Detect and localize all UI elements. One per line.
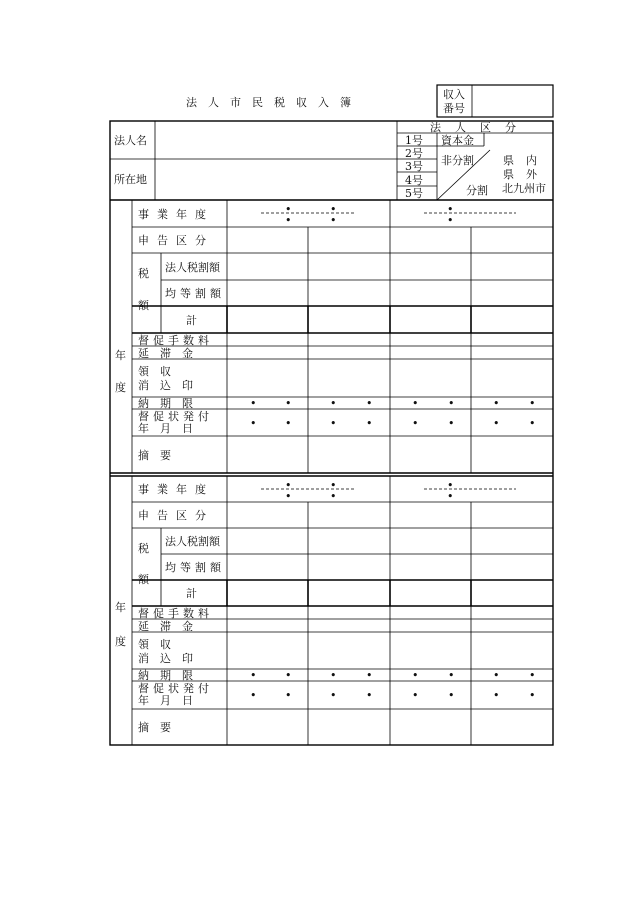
b2-filing-type-cell-3[interactable] bbox=[392, 504, 469, 526]
b2-remarks-cell-3[interactable] bbox=[392, 711, 469, 743]
b1-corp-tax-label: 法人税割額 bbox=[165, 261, 220, 274]
b2-remarks-cell-1[interactable] bbox=[229, 711, 306, 743]
b1-deadline-dot-b-1: • bbox=[366, 397, 373, 410]
b2-fiscal-year-label: 事業年度 bbox=[138, 483, 214, 496]
form-title: 法人市民税収入簿 bbox=[186, 96, 362, 109]
b2-side-degree-label: 度 bbox=[115, 635, 126, 648]
b1-reminder-dot-b-0: • bbox=[285, 417, 292, 430]
b1-reminder-fee-cell-2[interactable] bbox=[310, 335, 388, 344]
b1-remarks-cell-2[interactable] bbox=[310, 438, 388, 471]
b2-fy-dot-bottom-2: • bbox=[447, 490, 454, 503]
b1-deadline-dot-a-0: • bbox=[250, 397, 257, 410]
b2-deadline-dot-a-0: • bbox=[250, 669, 257, 682]
b1-remarks-cell-1[interactable] bbox=[229, 438, 306, 471]
b2-total-cell-4[interactable] bbox=[473, 582, 551, 604]
b2-reminder-date-label-2: 年月日 bbox=[138, 694, 204, 707]
b2-deadline-dot-a-1: • bbox=[330, 669, 337, 682]
b1-receipt-label-2: 消込印 bbox=[138, 379, 204, 392]
address-field[interactable] bbox=[156, 160, 396, 199]
b1-fy-dot-top-2: • bbox=[447, 203, 454, 216]
b1-deadline-dot-b-0: • bbox=[285, 397, 292, 410]
b1-reminder-fee-cell-4[interactable] bbox=[473, 335, 551, 344]
b2-fy-dot-top-1: • bbox=[330, 479, 337, 492]
receipt-number-label-1: 収入 bbox=[443, 88, 465, 101]
b1-fy-dot-top-1: • bbox=[330, 203, 337, 216]
b1-receipt-stamp-cell-4[interactable] bbox=[473, 361, 551, 395]
b2-deadline-dot-b-0: • bbox=[285, 669, 292, 682]
b2-per-capita-cell-1[interactable] bbox=[229, 556, 306, 578]
b1-receipt-label-1: 領収 bbox=[138, 365, 182, 378]
b2-reminder-dot-b-2: • bbox=[448, 689, 455, 702]
b1-deadline-dot-a-1: • bbox=[330, 397, 337, 410]
b2-deadline-label: 納期限 bbox=[138, 669, 204, 682]
class-num-3: 3号 bbox=[405, 160, 423, 173]
b2-corp-tax-cell-4[interactable] bbox=[473, 530, 551, 552]
b2-reminder-dot-a-1: • bbox=[330, 689, 337, 702]
b2-receipt-label-1: 領収 bbox=[138, 638, 182, 651]
b1-reminder-dot-b-3: • bbox=[529, 417, 536, 430]
b1-remarks-label: 摘要 bbox=[138, 449, 182, 462]
b1-fy-dot-bottom-2: • bbox=[447, 214, 454, 227]
b2-remarks-label: 摘要 bbox=[138, 721, 182, 734]
b2-deadline-dot-a-2: • bbox=[412, 669, 419, 682]
b2-filing-type-cell-1[interactable] bbox=[229, 504, 306, 526]
b2-per-capita-cell-2[interactable] bbox=[310, 556, 388, 578]
b2-deadline-dot-b-2: • bbox=[448, 669, 455, 682]
b1-reminder-date-label-1: 督促状発付 bbox=[138, 410, 213, 423]
b2-deadline-dot-a-3: • bbox=[493, 669, 500, 682]
b2-filing-type-cell-4[interactable] bbox=[473, 504, 551, 526]
b2-reminder-fee-cell-1[interactable] bbox=[229, 608, 306, 617]
b1-reminder-fee-cell-3[interactable] bbox=[392, 335, 469, 344]
b2-receipt-stamp-cell-4[interactable] bbox=[473, 634, 551, 667]
b2-receipt-label-2: 消込印 bbox=[138, 652, 204, 665]
b2-total-label: 計 bbox=[186, 587, 197, 600]
b1-reminder-dot-a-1: • bbox=[330, 417, 337, 430]
b2-receipt-stamp-cell-1[interactable] bbox=[229, 634, 306, 667]
b1-deadline-dot-a-2: • bbox=[412, 397, 419, 410]
out-prefecture-label: 県外 bbox=[503, 168, 549, 181]
b1-late-charge-cell-1[interactable] bbox=[229, 348, 306, 357]
b1-deadline-label: 納期限 bbox=[138, 397, 204, 410]
b1-reminder-date-label-2: 年月日 bbox=[138, 422, 204, 435]
receipt-number-field[interactable] bbox=[473, 86, 552, 116]
b1-late-charge-cell-3[interactable] bbox=[392, 348, 469, 357]
b2-fy-dot-bottom-0: • bbox=[285, 490, 292, 503]
b1-filing-type-cell-3[interactable] bbox=[392, 229, 469, 251]
b1-corp-tax-cell-4[interactable] bbox=[473, 255, 551, 278]
b2-reminder-dot-a-3: • bbox=[493, 689, 500, 702]
b1-late-charge-label: 延滞金 bbox=[138, 347, 204, 360]
b2-corp-tax-cell-1[interactable] bbox=[229, 530, 306, 552]
b1-total-cell-4[interactable] bbox=[473, 308, 551, 331]
b2-filing-type-label: 申告区分 bbox=[138, 509, 214, 522]
b1-late-charge-cell-2[interactable] bbox=[310, 348, 388, 357]
b2-corp-tax-label: 法人税割額 bbox=[165, 535, 220, 548]
class-num-4: 4号 bbox=[405, 174, 423, 187]
b1-fy-dot-bottom-1: • bbox=[330, 214, 337, 227]
b1-corp-tax-cell-1[interactable] bbox=[229, 255, 306, 278]
b2-per-capita-cell-4[interactable] bbox=[473, 556, 551, 578]
receipt-number-label-2: 番号 bbox=[443, 102, 465, 115]
b2-reminder-fee-label: 督促手数料 bbox=[138, 607, 213, 620]
b2-reminder-dot-a-0: • bbox=[250, 689, 257, 702]
b1-fy-dot-top-0: • bbox=[285, 203, 292, 216]
b2-total-cell-3[interactable] bbox=[392, 582, 469, 604]
b1-deadline-dot-a-3: • bbox=[493, 397, 500, 410]
capital-label: 資本金 bbox=[441, 134, 474, 147]
b1-total-label: 計 bbox=[186, 314, 197, 327]
b2-receipt-stamp-cell-3[interactable] bbox=[392, 634, 469, 667]
b1-total-cell-3[interactable] bbox=[392, 308, 469, 331]
b2-filing-type-cell-2[interactable] bbox=[310, 504, 388, 526]
b1-filing-type-cell-4[interactable] bbox=[473, 229, 551, 251]
b2-fy-dot-bottom-1: • bbox=[330, 490, 337, 503]
b2-total-cell-2[interactable] bbox=[310, 582, 388, 604]
b1-corp-tax-cell-3[interactable] bbox=[392, 255, 469, 278]
corp-name-label: 法人名 bbox=[114, 134, 147, 147]
classification-heading: 法人区分 bbox=[430, 121, 530, 134]
b1-filing-type-cell-2[interactable] bbox=[310, 229, 388, 251]
b1-per-capita-label: 均等割額 bbox=[165, 287, 225, 300]
b1-receipt-stamp-cell-3[interactable] bbox=[392, 361, 469, 395]
b1-filing-type-label: 申告区分 bbox=[138, 234, 214, 247]
b2-reminder-fee-cell-4[interactable] bbox=[473, 608, 551, 617]
b1-tax-label-1: 税 bbox=[138, 267, 149, 280]
b1-reminder-dot-a-0: • bbox=[250, 417, 257, 430]
b1-deadline-dot-b-3: • bbox=[529, 397, 536, 410]
b2-per-capita-cell-3[interactable] bbox=[392, 556, 469, 578]
b2-late-charge-cell-4[interactable] bbox=[473, 621, 551, 630]
b1-corp-tax-cell-2[interactable] bbox=[310, 255, 388, 278]
b1-total-cell-1[interactable] bbox=[229, 308, 306, 331]
b1-remarks-cell-4[interactable] bbox=[473, 438, 551, 471]
b2-tax-label-2: 額 bbox=[138, 573, 149, 586]
class-num-5: 5号 bbox=[405, 187, 423, 200]
in-prefecture-label: 県内 bbox=[503, 154, 549, 167]
b2-deadline-dot-b-1: • bbox=[366, 669, 373, 682]
b1-receipt-stamp-cell-2[interactable] bbox=[310, 361, 388, 395]
b2-reminder-fee-cell-2[interactable] bbox=[310, 608, 388, 617]
b2-reminder-dot-b-0: • bbox=[285, 689, 292, 702]
b1-reminder-fee-label: 督促手数料 bbox=[138, 334, 213, 347]
b2-late-charge-label: 延滞金 bbox=[138, 620, 204, 633]
b2-fy-dot-top-0: • bbox=[285, 479, 292, 492]
b1-side-year-label: 年 bbox=[115, 349, 126, 362]
class-num-2: 2号 bbox=[405, 147, 423, 160]
b1-reminder-dot-b-2: • bbox=[448, 417, 455, 430]
b2-late-charge-cell-3[interactable] bbox=[392, 621, 469, 630]
b2-late-charge-cell-1[interactable] bbox=[229, 621, 306, 630]
b2-remarks-cell-4[interactable] bbox=[473, 711, 551, 743]
class-num-1: 1号 bbox=[405, 134, 423, 147]
b1-tax-label-2: 額 bbox=[138, 299, 149, 312]
b2-per-capita-label: 均等割額 bbox=[165, 561, 225, 574]
b2-deadline-dot-b-3: • bbox=[529, 669, 536, 682]
b1-side-degree-label: 度 bbox=[115, 381, 126, 394]
b2-corp-tax-cell-3[interactable] bbox=[392, 530, 469, 552]
b1-per-capita-cell-2[interactable] bbox=[310, 282, 388, 304]
b1-per-capita-cell-4[interactable] bbox=[473, 282, 551, 304]
b1-reminder-dot-a-2: • bbox=[412, 417, 419, 430]
city-label: 北九州市 bbox=[502, 182, 546, 195]
b2-reminder-fee-cell-3[interactable] bbox=[392, 608, 469, 617]
b1-reminder-dot-a-3: • bbox=[493, 417, 500, 430]
non-split-label: 非分割 bbox=[441, 154, 474, 167]
b2-reminder-date-label-1: 督促状発付 bbox=[138, 682, 213, 695]
b1-receipt-stamp-cell-1[interactable] bbox=[229, 361, 306, 395]
b2-late-charge-cell-2[interactable] bbox=[310, 621, 388, 630]
b1-fy-dot-bottom-0: • bbox=[285, 214, 292, 227]
b2-fy-dot-top-2: • bbox=[447, 479, 454, 492]
b2-reminder-dot-b-3: • bbox=[529, 689, 536, 702]
split-label: 分割 bbox=[466, 184, 488, 197]
b1-deadline-dot-b-2: • bbox=[448, 397, 455, 410]
b2-corp-tax-cell-2[interactable] bbox=[310, 530, 388, 552]
b1-filing-type-cell-1[interactable] bbox=[229, 229, 306, 251]
b2-tax-label-1: 税 bbox=[138, 542, 149, 555]
b2-reminder-dot-b-1: • bbox=[366, 689, 373, 702]
b2-reminder-dot-a-2: • bbox=[412, 689, 419, 702]
b1-reminder-fee-cell-1[interactable] bbox=[229, 335, 306, 344]
b2-receipt-stamp-cell-2[interactable] bbox=[310, 634, 388, 667]
b2-total-cell-1[interactable] bbox=[229, 582, 306, 604]
b1-per-capita-cell-3[interactable] bbox=[392, 282, 469, 304]
address-label: 所在地 bbox=[114, 173, 147, 186]
corp-name-field[interactable] bbox=[156, 122, 396, 158]
b2-side-year-label: 年 bbox=[115, 601, 126, 614]
b1-reminder-dot-b-1: • bbox=[366, 417, 373, 430]
b1-fiscal-year-label: 事業年度 bbox=[138, 208, 214, 221]
b1-remarks-cell-3[interactable] bbox=[392, 438, 469, 471]
b1-per-capita-cell-1[interactable] bbox=[229, 282, 306, 304]
b2-remarks-cell-2[interactable] bbox=[310, 711, 388, 743]
b1-total-cell-2[interactable] bbox=[310, 308, 388, 331]
b1-late-charge-cell-4[interactable] bbox=[473, 348, 551, 357]
